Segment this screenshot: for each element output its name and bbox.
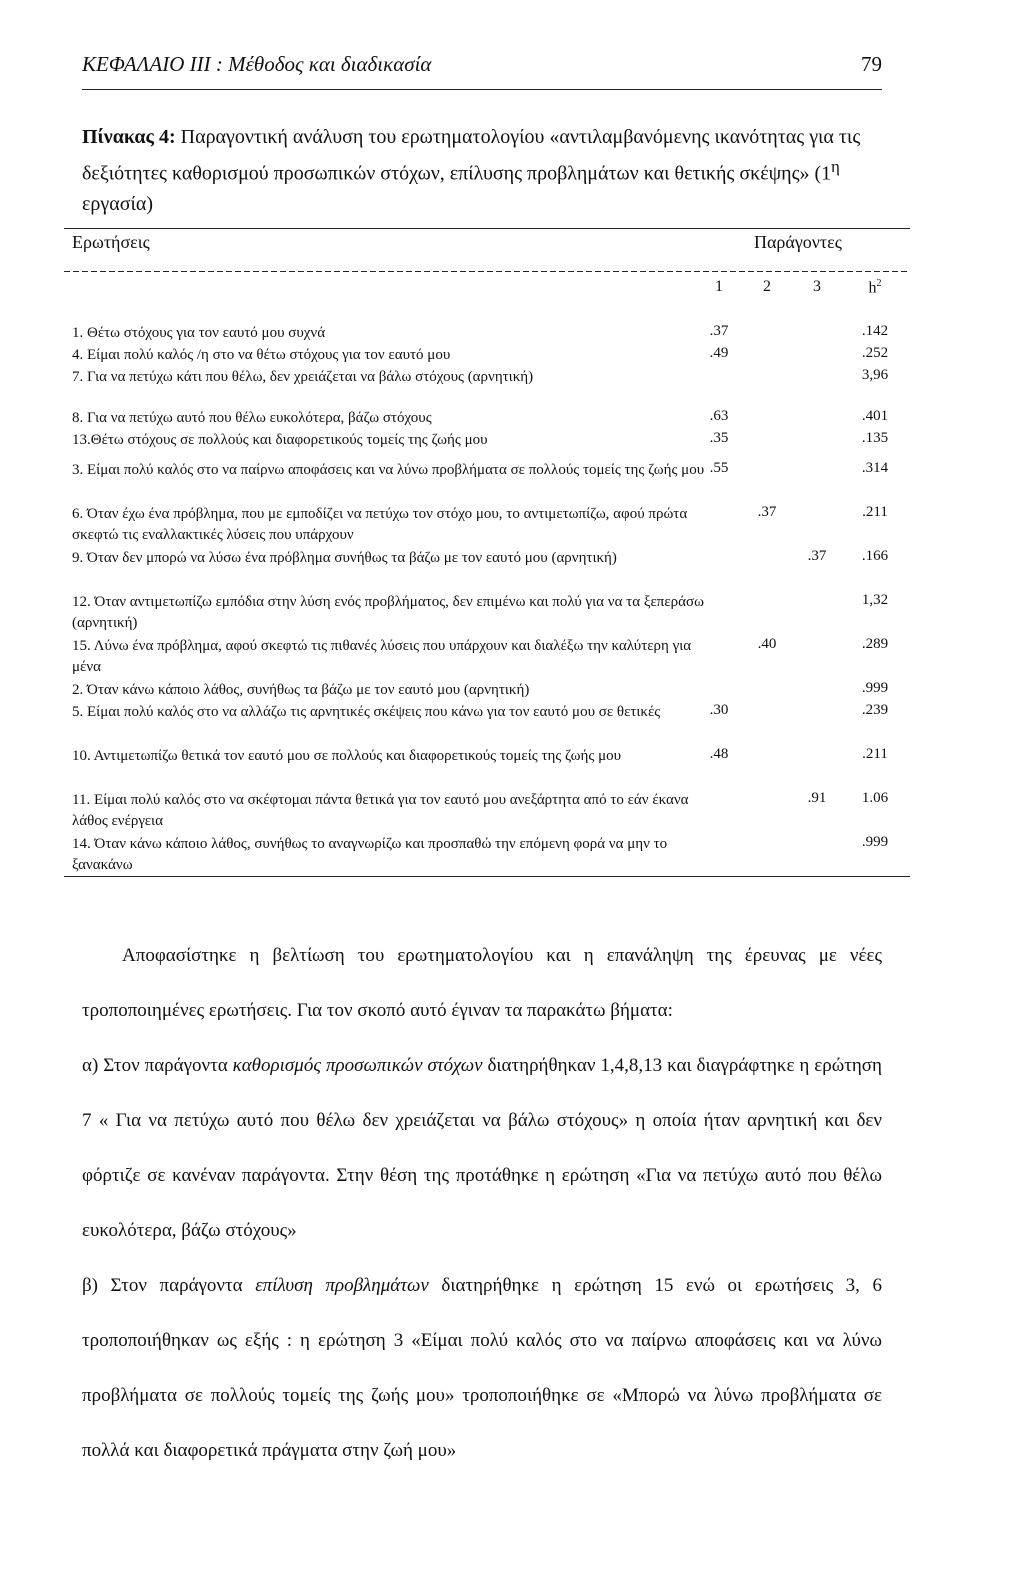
communality-value: .289 — [861, 636, 889, 652]
paragraph-3: β) Στον παράγοντα επίλυση προβλημάτων διατηρήθηκε η ερώτηση 15 ενώ οι ερωτήσεις 3, 6 τροποποιήθηκαν ως εξής : η ερώτηση 3 «Είμαι πολύ καλός στο να παίρνω αποφάσεις και να λύνω προβλήματα σε πολλούς τομείς της ζωής μου» τροποποιήθηκε σε «Μπορώ να λύνω προβλήματα σε πολλά και διαφορετικά πράγματα στην ζωή μου» — [82, 1275, 882, 1461]
communality-value: .142 — [861, 323, 889, 339]
question-text: 7. Για να πετύχω κάτι που θέλω, δεν χρειάζεται να βάλω στόχους (αρνητική) — [72, 369, 534, 385]
communality-value: 1.06 — [861, 790, 889, 806]
factor-1-loading: .48 — [709, 746, 729, 762]
question-text: 2. Όταν κάνω κάποιο λάθος, συνήθως τα βάζω με τον εαυτό μου (αρνητική) — [72, 682, 530, 698]
factor-1-loading: .49 — [709, 345, 729, 361]
factor-col-1: 1 — [715, 278, 723, 295]
header-divider — [82, 89, 882, 90]
communality-col: $h^2$ — [868, 278, 882, 297]
question-text: 6. Όταν έχω ένα πρόβλημα, που με εμποδίζει να πετύχω τον στόχο μου, το αντιμετωπίζω, αφού πρώτα σκεφτώ τις εναλλακτικές λύσεις που υπάρχουν — [72, 506, 688, 543]
table-bottom-rule — [64, 876, 910, 877]
running-title: ΚΕΦΑΛΑΙΟ ΙΙΙ : Μέθοδος και διαδικασία — [82, 52, 432, 76]
communality-value: .211 — [862, 746, 888, 762]
table-top-rule — [64, 228, 910, 229]
paragraph-1: Αποφασίστηκε η βελτίωση του ερωτηματολογίου και η επανάληψη της έρευνας με νέες τροποποιημένες ερωτήσεις. Για τον σκοπό αυτό έγιναν τα παρακάτω βήματα: — [82, 945, 882, 1021]
communality-value: 3,96 — [861, 367, 889, 383]
table-header-rule — [64, 271, 910, 272]
column-header-factors: Παράγοντες — [754, 232, 842, 252]
running-head — [82, 52, 882, 77]
question-text: 13.Θέτω στόχους σε πολλούς και διαφορετικούς τομείς της ζωής μου — [72, 432, 488, 448]
factor-2-loading: .40 — [757, 636, 777, 652]
communality-value: .239 — [861, 702, 889, 718]
paragraph-2: α) Στον παράγοντα καθορισμός προσωπικών στόχων διατηρήθηκαν 1,4,8,13 και διαγράφτηκε η ερώτηση 7 « Για να πετύχω αυτό που θέλω δεν χρειάζεται να βάλω στόχους» η οποία ήταν αρνητική και δεν φόρτιζε σε κανέναν παράγοντα. Στην θέση της προτάθηκε η ερώτηση «Για να πετύχω αυτό που θέλω ευκολότερα, βάζω στόχους» — [82, 1055, 882, 1241]
factor-2-loading: .37 — [757, 504, 777, 520]
communality-value: 1,32 — [861, 592, 889, 608]
question-text: 10. Αντιμετωπίζω θετικά τον εαυτό μου σε πολλούς και διαφορετικούς τομείς της ζωής μου — [72, 748, 622, 764]
communality-value: .252 — [861, 345, 889, 361]
question-text: 14. Όταν κάνω κάποιο λάθος, συνήθως το αναγνωρίζω και προσπαθώ την επόμενη φορά να μην το ξανακάνω — [72, 836, 668, 873]
communality-value: .314 — [861, 460, 889, 476]
factor-name-goals: καθορισμός προσωπικών στόχων — [232, 1055, 483, 1076]
communality-value: .401 — [861, 408, 889, 424]
table-caption — [82, 122, 882, 219]
question-text: 1. Θέτω στόχους για τον εαυτό μου συχνά — [72, 325, 326, 341]
question-text: 15. Λύνω ένα πρόβλημα, αφού σκεφτώ τις πιθανές λύσεις που υπάρχουν και διαλέξω την καλύτερη για μένα — [72, 638, 692, 675]
communality-value: .999 — [861, 834, 889, 850]
question-text: 8. Για να πετύχω αυτό που θέλω ευκολότερα, βάζω στόχους — [72, 410, 432, 426]
page-number: 79 — [861, 52, 882, 76]
column-header-questions: Ερωτήσεις — [72, 232, 150, 252]
question-text: 5. Είμαι πολύ καλός στο να αλλάζω τις αρνητικές σκέψεις που κάνω για τον εαυτό μου σε θετικές — [72, 704, 661, 720]
caption-text: Παραγοντική ανάλυση του ερωτηματολογίου «αντιλαμβανόμενης ικανότητας για τις δεξιότητες καθορισμού προσωπικών στόχων, επίλυσης προβλημάτων και θετικής σκέψης» (1 — [82, 126, 861, 185]
factor-3-loading: .91 — [807, 790, 827, 806]
communality-value: .999 — [861, 680, 889, 696]
factor-col-2: 2 — [763, 278, 771, 295]
question-text: 3. Είμαι πολύ καλός στο να παίρνω αποφάσεις και να λύνω προβλήματα σε πολλούς τομείς της ζωής μου — [72, 462, 705, 478]
factor-1-loading: .37 — [709, 323, 729, 339]
communality-value: .166 — [861, 548, 889, 564]
factor-1-loading: .30 — [709, 702, 729, 718]
factor-3-loading: .37 — [807, 548, 827, 564]
caption-superscript: η — [831, 157, 840, 176]
caption-text-end: εργασία) — [82, 192, 153, 215]
factor-1-loading: .63 — [709, 408, 729, 424]
factor-name-problems: επίλυση προβλημάτων — [255, 1275, 429, 1296]
communality-value: .211 — [862, 504, 888, 520]
question-text: 9. Όταν δεν μπορώ να λύσω ένα πρόβλημα συνήθως τα βάζω με τον εαυτό μου (αρνητική) — [72, 550, 617, 566]
question-text: 11. Είμαι πολύ καλός στο να σκέφτομαι πάντα θετικά για τον εαυτό μου ανεξάρτητα από το εάν έκανα λάθος ενέργεια — [72, 792, 689, 829]
question-text: 4. Είμαι πολύ καλός /η στο να θέτω στόχους για τον εαυτό μου — [72, 347, 451, 363]
factor-1-loading: .55 — [709, 460, 729, 476]
body-text — [82, 928, 882, 1478]
question-text: 12. Όταν αντιμετωπίζω εμπόδια στην λύση ενός προβλήματος, δεν επιμένω και πολύ για να τα ξεπεράσω (αρνητική) — [72, 594, 704, 631]
communality-value: .135 — [861, 430, 889, 446]
caption-label: Πίνακας 4: — [82, 126, 176, 148]
factor-1-loading: .35 — [709, 430, 729, 446]
factor-col-3: 3 — [813, 278, 821, 295]
